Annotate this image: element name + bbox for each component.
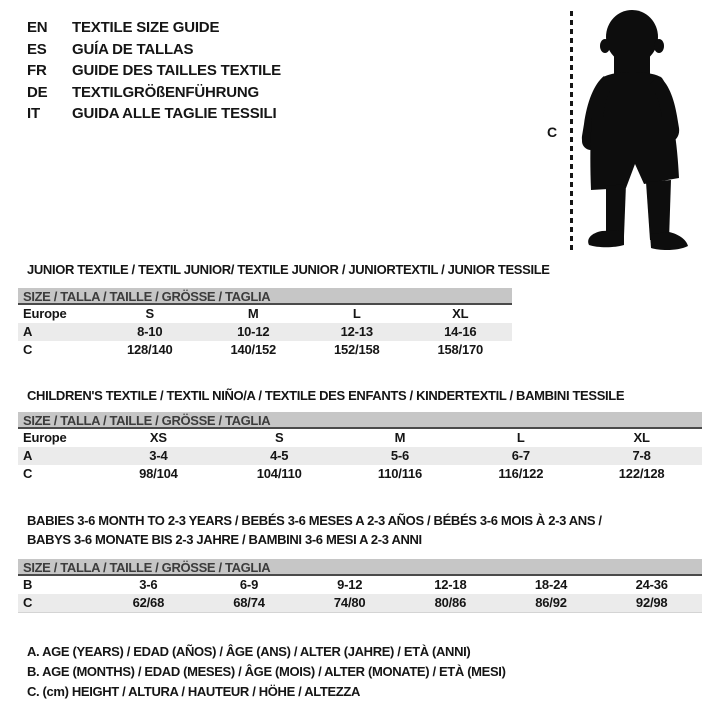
row-label: B: [23, 577, 33, 592]
cell: 3-4: [149, 448, 168, 463]
cell: 18-24: [534, 577, 568, 592]
babies-size-table: [18, 559, 702, 613]
cell: XL: [452, 306, 469, 321]
cell: 6-9: [239, 577, 259, 592]
cell: 3-6: [139, 577, 158, 592]
cell: 12-13: [340, 324, 373, 339]
cell: 110/116: [377, 466, 423, 481]
cell: L: [516, 430, 525, 445]
children-section-title: CHILDREN'S TEXTILE / TEXTIL NIÑO/A / TEXTILE DES ENFANTS / KINDERTEXTIL / BAMBINI TESSILE: [27, 388, 625, 403]
cell: 14-16: [444, 324, 477, 339]
cell: 10-12: [237, 324, 270, 339]
table-row-age-months: [18, 576, 702, 594]
babies-section-title: [27, 511, 602, 549]
height-measure-dotted-line: [570, 11, 573, 250]
language-code: IT: [27, 105, 40, 122]
language-code: FR: [27, 62, 47, 79]
cell: 86/92: [535, 595, 567, 610]
cell: 8-10: [137, 324, 163, 339]
height-measure-label: C: [547, 124, 558, 140]
table-row-europe: [18, 429, 702, 447]
table-row-age: [18, 323, 512, 341]
cell: M: [394, 430, 406, 445]
children-size-table: [18, 412, 702, 483]
cell: 158/170: [437, 342, 484, 357]
cell: 5-6: [390, 448, 410, 463]
babies-title-line2: BABYS 3-6 MONATE BIS 2-3 JAHRE / BAMBINI 3-6 MESI A 2-3 ANNI: [27, 532, 422, 547]
cell: 140/152: [230, 342, 277, 357]
cell: 116/122: [498, 466, 544, 481]
language-row: [27, 103, 281, 125]
cell: 24-36: [635, 577, 668, 592]
cell: M: [247, 306, 259, 321]
footnote-legend: [27, 642, 506, 702]
guide-title: GUÍA DE TALLAS: [72, 40, 194, 58]
cell: 7-8: [632, 448, 651, 463]
language-row: [27, 17, 281, 39]
toddler-silhouette-icon: [578, 8, 700, 252]
cell: 80/86: [434, 595, 467, 610]
size-header-bar: SIZE / TALLA / TAILLE / GRÖSSE / TAGLIA: [18, 559, 702, 576]
cell: 122/128: [618, 466, 665, 481]
language-row: [27, 82, 281, 104]
cell: 4-5: [270, 448, 289, 463]
junior-size-table: [18, 288, 512, 359]
guide-title: GUIDE DES TAILLES TEXTILE: [72, 62, 281, 79]
guide-title: TEXTILE SIZE GUIDE: [72, 19, 220, 36]
footnote-c: C. (cm) HEIGHT / ALTURA / HAUTEUR / HÖHE / ALTEZZA: [27, 684, 361, 699]
table-row-height: [18, 341, 512, 359]
row-label: A: [23, 324, 33, 339]
cell: L: [352, 306, 361, 321]
babies-title-line1: BABIES 3-6 MONTH TO 2-3 YEARS / BEBÉS 3-6 MESES A 2-3 AÑOS / BÉBÉS 3-6 MOIS À 2-3 ANS /: [27, 513, 602, 528]
table-row-age: [18, 447, 702, 465]
cell: 74/80: [333, 595, 366, 610]
cell: 12-18: [434, 577, 467, 592]
cell: S: [145, 306, 154, 321]
cell: 68/74: [233, 595, 265, 610]
cell: XL: [633, 430, 650, 445]
size-header-bar: SIZE / TALLA / TAILLE / GRÖSSE / TAGLIA: [18, 288, 512, 305]
language-code: DE: [27, 83, 48, 101]
language-title-list: [27, 17, 281, 125]
footnote-a: A. AGE (YEARS) / EDAD (AÑOS) / ÂGE (ANS) / ALTER (JAHRE) / ETÀ (ANNI): [27, 644, 471, 659]
language-row: [27, 60, 281, 82]
cell: 104/110: [256, 466, 302, 481]
cell: S: [274, 430, 284, 445]
cell: 6-7: [511, 448, 530, 463]
footnote-b: B. AGE (MONTHS) / EDAD (MESES) / ÂGE (MOIS) / ALTER (MONATE) / ETÀ (MESI): [27, 664, 506, 679]
guide-title: TEXTILGRÖßENFÜHRUNG: [72, 83, 260, 101]
cell: 128/140: [126, 342, 173, 357]
row-label: Europe: [23, 306, 67, 321]
cell: XS: [149, 430, 167, 445]
table-row-height: [18, 594, 702, 612]
row-label: A: [23, 448, 33, 463]
table-row-height: [18, 465, 702, 483]
cell: 152/158: [333, 342, 380, 357]
table-row-europe: [18, 305, 512, 323]
junior-section-title: JUNIOR TEXTILE / TEXTIL JUNIOR/ TEXTILE JUNIOR / JUNIORTEXTIL / JUNIOR TESSILE: [27, 262, 550, 277]
row-label: C: [23, 342, 33, 357]
cell: 98/104: [139, 466, 178, 481]
language-code: EN: [27, 19, 48, 36]
row-label: C: [23, 595, 33, 610]
cell: 92/98: [635, 595, 668, 610]
size-header-bar: SIZE / TALLA / TAILLE / GRÖSSE / TAGLIA: [18, 412, 702, 429]
cell: 62/68: [132, 595, 165, 610]
row-label: C: [23, 466, 33, 481]
guide-title: GUIDA ALLE TAGLIE TESSILI: [72, 105, 277, 122]
language-row: [27, 39, 281, 61]
row-label: Europe: [23, 430, 67, 445]
language-code: ES: [27, 40, 47, 58]
cell: 9-12: [337, 577, 363, 592]
